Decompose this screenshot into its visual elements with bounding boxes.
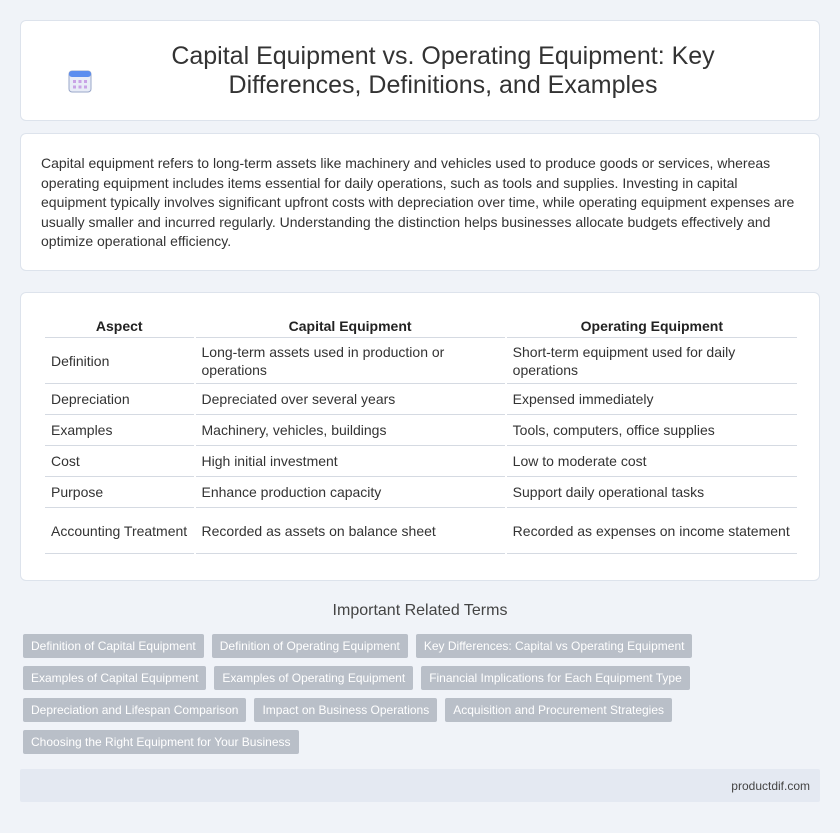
cell-capital: Recorded as assets on balance sheet [196, 508, 505, 554]
tag-row [23, 698, 813, 722]
related-tag[interactable]: Choosing the Right Equipment for Your Business [23, 730, 299, 754]
related-tag[interactable]: Depreciation and Lifespan Comparison [23, 698, 246, 722]
cell-operating: Support daily operational tasks [507, 477, 797, 508]
header-card [20, 20, 820, 121]
related-tag[interactable]: Key Differences: Capital vs Operating Equipment [416, 634, 693, 658]
comparison-card [20, 292, 820, 581]
table-row [45, 508, 797, 554]
cell-operating: Recorded as expenses on income statement [507, 508, 797, 554]
cell-capital: Depreciated over several years [196, 384, 505, 415]
cell-aspect: Purpose [45, 477, 194, 508]
table-row [45, 384, 797, 415]
intro-paragraph: Capital equipment refers to long-term assets like machinery and vehicles used to produce goods or services, whereas operating equipment includes items essential for daily operations, such as tools and supplies. Investing in capital equipment typically involves significant upfront costs with depreciation over time, while operating equipment expenses are usually smaller and incurred regularly. Understanding the distinction helps businesses allocate budgets effectively and optimize operational efficiency. [41, 155, 795, 250]
cell-aspect: Definition [45, 338, 194, 384]
cell-aspect: Examples [45, 415, 194, 446]
related-tags [23, 634, 813, 762]
intro-card [20, 133, 820, 271]
tag-row [23, 666, 813, 690]
related-terms-title: Important Related Terms [332, 602, 508, 619]
cell-aspect: Cost [45, 446, 194, 477]
cell-aspect: Depreciation [45, 384, 194, 415]
tag-row [23, 634, 813, 658]
header-operating-equipment: Operating Equipment [507, 313, 797, 338]
cell-capital: Machinery, vehicles, buildings [196, 415, 505, 446]
cell-capital: Long-term assets used in production or operations [196, 338, 505, 384]
related-tag[interactable]: Impact on Business Operations [254, 698, 437, 722]
cell-operating: Tools, computers, office supplies [507, 415, 797, 446]
cell-capital: High initial investment [196, 446, 505, 477]
cell-operating: Expensed immediately [507, 384, 797, 415]
related-tag[interactable]: Examples of Operating Equipment [214, 666, 413, 690]
page-title: Capital Equipment vs. Operating Equipment: Key Differences, Definitions, and Examples [171, 41, 715, 99]
header-capital-equipment: Capital Equipment [196, 313, 505, 338]
calendar-icon [67, 68, 93, 94]
cell-operating: Short-term equipment used for daily operations [507, 338, 797, 384]
cell-aspect: Accounting Treatment [45, 508, 194, 554]
tag-row [23, 730, 813, 754]
table-row [45, 338, 797, 384]
table-row [45, 477, 797, 508]
related-tag[interactable]: Examples of Capital Equipment [23, 666, 206, 690]
cell-operating: Low to moderate cost [507, 446, 797, 477]
footer-site-link[interactable]: productdif.com [731, 778, 810, 793]
related-tag[interactable]: Financial Implications for Each Equipment Type [421, 666, 690, 690]
table-header-row [45, 313, 797, 338]
related-tag[interactable]: Acquisition and Procurement Strategies [445, 698, 672, 722]
table-row [45, 415, 797, 446]
table-row [45, 446, 797, 477]
comparison-table [43, 313, 799, 554]
related-tag[interactable]: Definition of Operating Equipment [212, 634, 408, 658]
cell-capital: Enhance production capacity [196, 477, 505, 508]
related-tag[interactable]: Definition of Capital Equipment [23, 634, 204, 658]
header-aspect: Aspect [45, 313, 194, 338]
footer [20, 769, 820, 802]
title-wrap [60, 42, 780, 100]
